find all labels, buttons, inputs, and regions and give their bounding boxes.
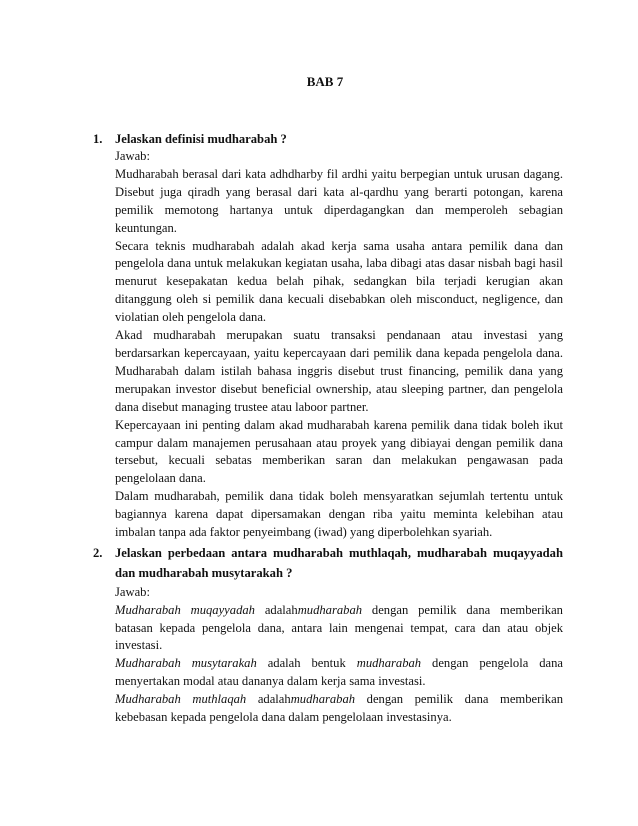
chapter-title: BAB 7 [306,74,344,89]
question-number: 1. [93,132,103,146]
connector: adalah bentuk [267,656,346,671]
question-text: Jelaskan perbedaan antara mudharabah muthlaqah, mudharabah muqayyadah dan mudharabah musytarakah ? [115,546,563,580]
question-text: Jelaskan definisi mudharabah ? [115,132,287,146]
term: mudharabah [290,691,356,706]
answer-paragraph: Dalam mudharabah, pemilik dana tidak boleh mensyaratkan sejumlah tertentu untuk bagiannya karena dapat dipersamakan dengan riba yaitu meminta kelebihan atau imbalan tanpa ada faktor penyeimbang (iwad) yang diperbolehkan syariah. [115,489,563,540]
definition-text: dengan pemilik dana memberikan batasan kepada pengelola dana, antara lain mengenai tempat, cara dan atau objek investasi. [115,602,563,653]
term: Mudharabah muqayyadah [115,602,255,617]
question-1-heading [93,130,563,148]
answer-1 [115,148,563,542]
answer-paragraph: Akad mudharabah merupakan suatu transaksi pendanaan atau investasi yang berdarsarkan kepercayaan, yaitu kepercayaan dari pemilik dana kepada pengelola dana. Mudharabah dalam istilah bahasa inggris disebut trust financing, pemilik dana yang merupakan investor disebut beneficial ownership, atau sleeping partner, dan pengelola dana disebut managing trustee atau laboor partner. [115,328,563,414]
term: Mudharabah muthlaqah [115,691,247,706]
term: Mudharabah musytarakah [115,656,257,671]
question-2-heading [93,544,563,583]
answer-2 [115,584,563,726]
answer-label: Jawab: [115,149,150,163]
definition-musytarakah [115,655,563,691]
answer-paragraph: Secara teknis mudharabah adalah akad kerja sama usaha antara pemilik dana dan pengelola dana untuk melakukan kegiatan usaha, laba dibagi atas dasar nisbah bagi hasil menurut kesepakatan kedua belah pihak, sedangkan bila terjadi kerugian akan ditanggung oleh si pemilik dana kecuali disebabkan oleh misconduct, negligence, dan violatian oleh pengelola dana. [115,238,563,325]
answer-label: Jawab: [115,585,150,599]
definition-muqayyadah [115,602,563,655]
question-2 [93,544,563,726]
question-number: 2. [93,546,103,560]
question-1 [93,130,563,542]
term: mudharabah [297,602,363,617]
connector: adalah [257,691,291,706]
connector: adalah [264,602,298,617]
definition-text: dengan pemilik dana memberikan kebebasan kepada pengelola dana dalam pengelolaan investasinya. [115,691,563,724]
definition-text: dengan pengelola dana menyertakan modal atau dananya dalam kerja sama investasi. [115,656,563,688]
term: mudharabah [356,656,422,671]
definition-muthlaqah [115,691,563,727]
answer-paragraph: Kepercayaan ini penting dalam akad mudharabah karena pemilik dana tidak boleh ikut campur dalam manajemen perusahaan atau proyek yang dibiayai dengan pemilik dana tersebut, kecuali sebatas memberikan saran dan melakukan pengawasan pada pengelolaan dana. [115,417,563,486]
answer-paragraph: Mudharabah berasal dari kata adhdharby fil ardhi yaitu berpegian untuk urusan dagang. Disebut juga qiradh yang berasal dari kata al-qardhu yang berarti potongan, karena pemilik memotong hartanya untuk diperdagangkan dan memperoleh sebagian keuntungan. [115,166,563,235]
